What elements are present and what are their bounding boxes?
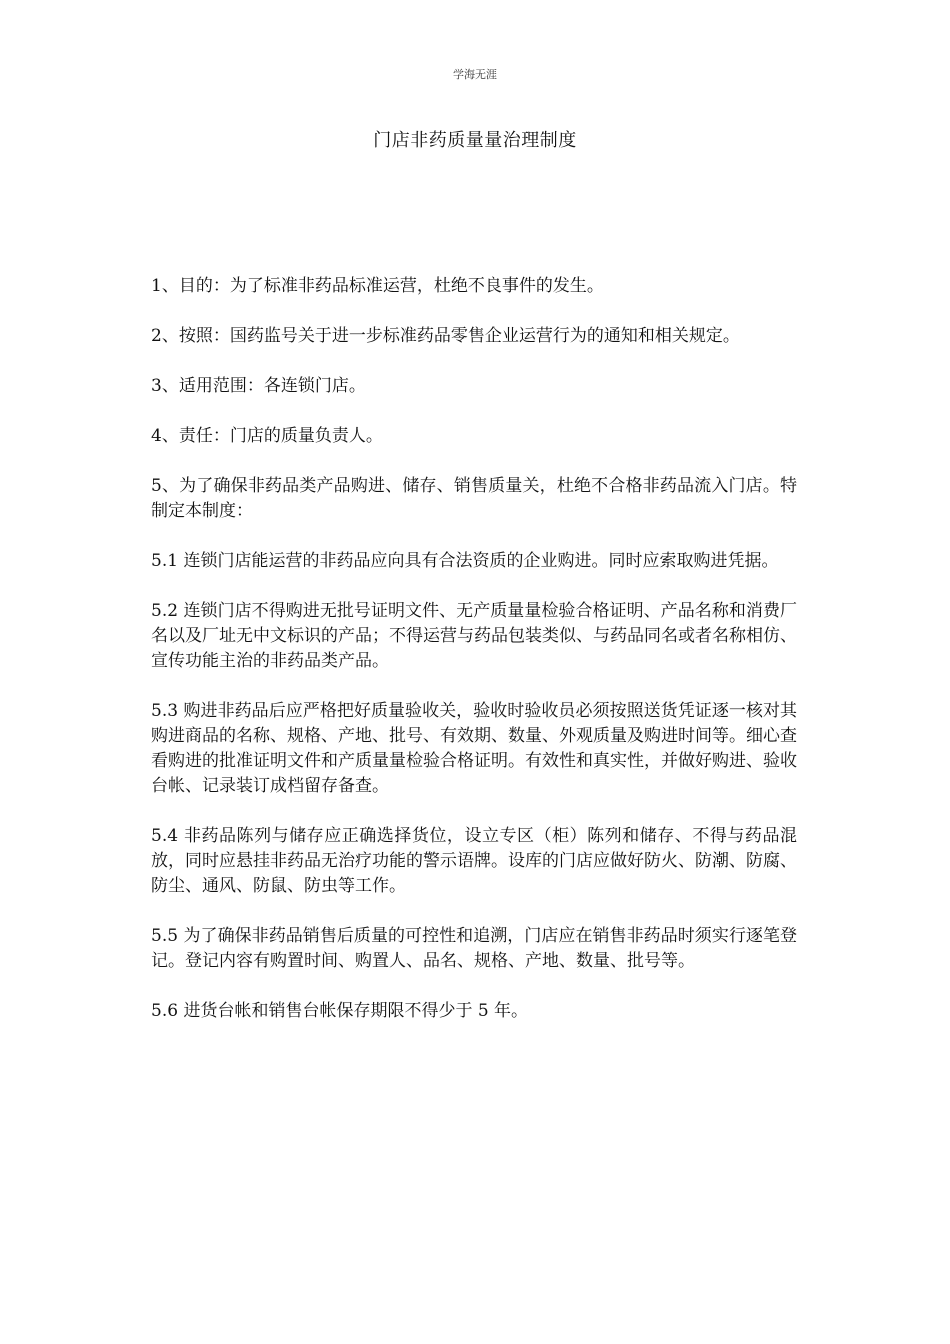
paragraph-5-3: 5.3 购进非药品后应严格把好质量验收关，验收时验收员必须按照送货凭证逐一核对其购进商品的名称、规格、产地、批号、有效期、数量、外观质量及购进时间等。细心查看购进的批准证明文件和产质量量检验合格证明。有效性和真实性，并做好购进、验收台帐、记录装订成档留存备查。: [151, 701, 797, 796]
paragraph-5-4: 5.4 非药品陈列与储存应正确选择货位，设立专区（柜）陈列和储存、不得与药品混放，同时应悬挂非药品无治疗功能的警示语牌。设库的门店应做好防火、防潮、防腐、防尘、通风、防鼠、防虫等工作。: [151, 826, 797, 896]
document-title: 门店非药质量量治理制度: [373, 130, 577, 151]
document-body: [151, 274, 797, 1049]
paragraph-intro: 5、为了确保非药品类产品购进、储存、销售质量关，杜绝不合格非药品流入门店。特制定本制度：: [151, 476, 797, 521]
paragraph-purpose: 1、目的：为了标准非药品标准运营，杜绝不良事件的发生。: [151, 276, 604, 296]
paragraph-scope: 3、适用范围：各连锁门店。: [151, 376, 366, 396]
paragraph-5-6: 5.6 进货台帐和销售台帐保存期限不得少于 5 年。: [151, 1001, 529, 1021]
paragraph-responsibility: 4、责任：门店的质量负责人。: [151, 426, 383, 446]
page-header: 学海无涯: [453, 68, 497, 81]
paragraph-5-1: 5.1 连锁门店能运营的非药品应向具有合法资质的企业购进。同时应索取购进凭据。: [151, 551, 779, 571]
paragraph-5-2: 5.2 连锁门店不得购进无批号证明文件、无产质量量检验合格证明、产品名称和消费厂名以及厂址无中文标识的产品；不得运营与药品包装类似、与药品同名或者名称相仿、宣传功能主治的非药品类产品。: [151, 601, 797, 671]
paragraph-basis: 2、按照：国药监号关于进一步标准药品零售企业运营行为的通知和相关规定。: [151, 326, 740, 346]
paragraph-5-5: 5.5 为了确保非药品销售后质量的可控性和追溯，门店应在销售非药品时须实行逐笔登记。登记内容有购置时间、购置人、品名、规格、产地、数量、批号等。: [151, 926, 797, 971]
